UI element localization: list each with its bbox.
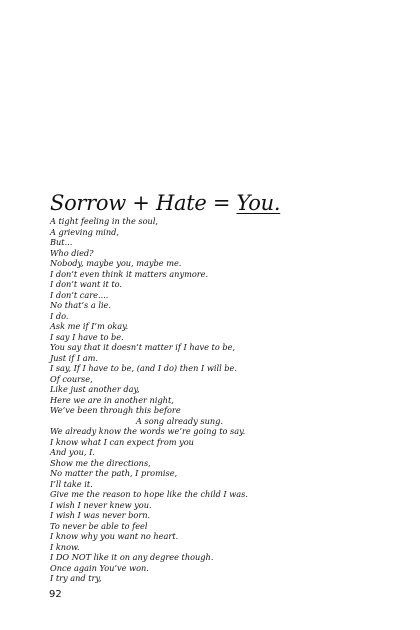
poem-line: I don’t even think it matters anymore. xyxy=(50,268,209,279)
poem-line: I try and try, xyxy=(50,573,102,583)
poem-line: I’ll take it. xyxy=(50,478,93,489)
poem-line: Like just another day, xyxy=(50,384,140,394)
poem-line: I know what I can expect from you xyxy=(50,436,194,447)
poem-line: I say, If I have to be, (and I do) then I will be. xyxy=(50,363,237,373)
poem-line: I DO NOT like it on any degree though. xyxy=(50,552,214,562)
poem-line: I do. xyxy=(50,310,69,321)
poem-body xyxy=(50,216,380,584)
poem-line: We’ve been through this before xyxy=(50,405,181,415)
poem-line: Just if I am. xyxy=(50,352,98,363)
page-number: 92 xyxy=(49,589,62,600)
poem-line: To never be able to feel xyxy=(50,520,148,531)
poem-line: Once again You’ve won. xyxy=(50,562,149,573)
poem-line: We already know the words we’re going to say. xyxy=(50,426,246,436)
poem-title-prefix: Sorrow + Hate = xyxy=(50,191,237,215)
poem-line: Show me the directions, xyxy=(50,457,151,468)
poem-line: I know. xyxy=(50,541,80,552)
poem-line: No matter the path, I promise, xyxy=(50,468,178,478)
poem-line: Of course, xyxy=(50,373,93,384)
poem-line: Who died? xyxy=(50,247,94,258)
poem-line: Nobody, maybe you, maybe me. xyxy=(50,258,182,268)
poem-line: You say that it doesn’t matter if I have to be, xyxy=(50,342,236,352)
poem-line: But... xyxy=(50,237,73,247)
poem-line: I know why you want no heart. xyxy=(50,531,179,541)
poem-line: Ask me if I’m okay. xyxy=(50,321,129,331)
poem-line: No that’s a lie. xyxy=(50,300,112,310)
poem-title-you: You. xyxy=(236,191,281,215)
poem-line: Give me the reason to hope like the child I was. xyxy=(50,489,248,499)
poem-line: I don’t care.... xyxy=(50,289,109,300)
poem-line: Here we are in another night, xyxy=(50,394,174,405)
poem-line-indented: A song already sung. xyxy=(136,415,223,426)
poem-line: A grieving mind, xyxy=(50,226,119,237)
poem-title xyxy=(50,190,280,216)
poem-line: I wish I never knew you. xyxy=(50,499,152,510)
poem-line: A tight feeling in the soul, xyxy=(50,216,159,226)
poem-line: I wish I was never born. xyxy=(50,510,151,520)
poem-line: I say I have to be. xyxy=(50,331,124,342)
poem-line: I don’t want it to. xyxy=(50,279,123,289)
poem-line: And you, I. xyxy=(50,447,95,457)
